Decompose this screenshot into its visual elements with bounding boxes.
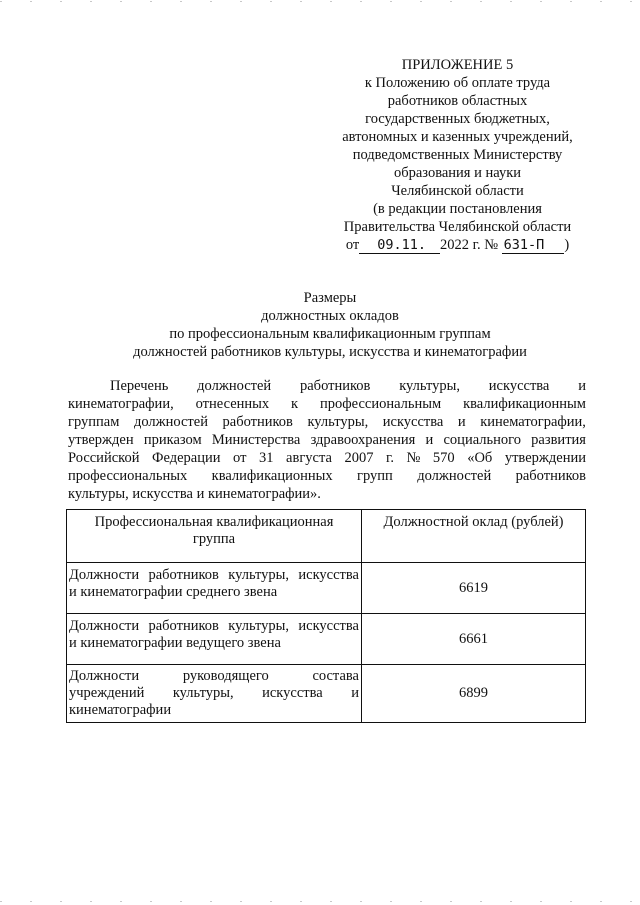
heading-line: должностей работников культуры, искусства и кинематографии <box>133 344 527 360</box>
paragraph-line: кинематографии, отнесенных к профессиональным квалификационным <box>68 396 586 412</box>
scan-edge-top <box>0 1 640 2</box>
appendix-title: ПРИЛОЖЕНИЕ 5 <box>401 57 514 73</box>
table-row <box>67 563 586 614</box>
group-cell <box>67 614 362 665</box>
appendix-line: автономных и казенных учреждений, <box>342 129 573 145</box>
group-line: и кинематографии ведущего звена <box>69 635 281 651</box>
appendix-block <box>330 56 585 254</box>
document-heading <box>60 289 600 361</box>
header-salary: Должностной оклад (рублей) <box>362 510 586 563</box>
order-number-stamp: 631-П <box>502 238 565 254</box>
appendix-line: к Положению об оплате труда <box>364 75 551 91</box>
appendix-line: (в редакции постановления <box>373 201 542 217</box>
table-row <box>67 665 586 723</box>
paragraph-line: культуры, искусства и кинематографии». <box>68 486 321 502</box>
paragraph-line: Российской Федерации от 31 августа 2007 г. № 570 «Об утверждении <box>68 450 586 466</box>
heading-line: должностных окладов <box>261 308 399 324</box>
order-date-stamp: 09.11. <box>359 238 440 254</box>
group-line: Должности работников культуры, искусства <box>69 567 359 583</box>
header-group <box>67 510 362 563</box>
appendix-line: работников областных <box>387 93 528 109</box>
appendix-line: Правительства Челябинской области <box>343 219 572 235</box>
paragraph-line: утвержден приказом Министерства здравоохранения и социального развития <box>68 432 586 448</box>
order-year: 2022 г. № <box>440 237 499 253</box>
heading-line: Размеры <box>303 290 357 306</box>
group-line: и кинематографии среднего звена <box>69 584 278 600</box>
paragraph-line: группам должностей работников культуры, искусства и кинематографии, <box>68 414 586 430</box>
group-line: учреждений культуры, искусства и <box>69 685 359 701</box>
order-prefix: от <box>345 237 360 253</box>
header-group-line: Профессиональная квалификационная <box>94 514 334 530</box>
table-header-row <box>67 510 586 563</box>
order-reference <box>330 236 585 254</box>
order-suffix: ) <box>564 237 570 253</box>
group-cell <box>67 563 362 614</box>
salary-cell: 6899 <box>362 665 586 723</box>
heading-line: по профессиональным квалификационным группам <box>169 326 491 342</box>
appendix-line: образования и науки <box>393 165 521 181</box>
appendix-line: подведомственных Министерству <box>352 147 563 163</box>
group-cell <box>67 665 362 723</box>
salary-cell: 6619 <box>362 563 586 614</box>
group-line: Должности работников культуры, искусства <box>69 618 359 634</box>
salary-cell: 6661 <box>362 614 586 665</box>
paragraph-line: Перечень должностей работников культуры, искусства и <box>110 378 586 394</box>
appendix-line: Челябинской области <box>391 183 524 199</box>
group-line: кинематографии <box>69 702 172 718</box>
salary-table <box>66 509 586 723</box>
header-group-line: группа <box>192 531 236 547</box>
table-row <box>67 614 586 665</box>
scan-edge-bottom <box>0 901 640 902</box>
paragraph-line: профессиональных квалификационных групп должностей работников <box>68 468 586 484</box>
intro-paragraph <box>68 377 586 503</box>
group-line: Должности руководящего состава <box>69 668 359 684</box>
appendix-line: государственных бюджетных, <box>365 111 550 127</box>
